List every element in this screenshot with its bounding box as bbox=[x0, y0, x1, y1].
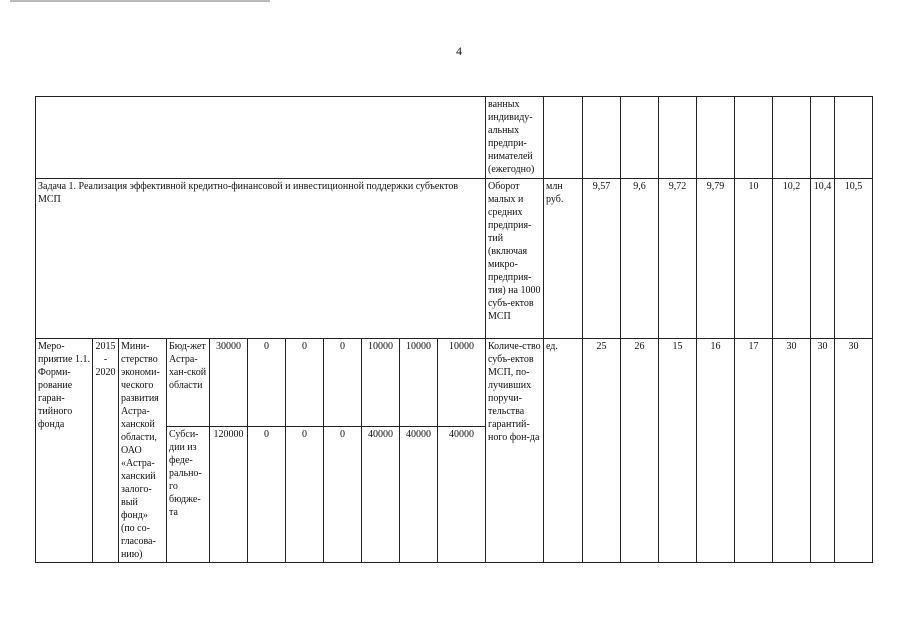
funding-year: 0 bbox=[248, 339, 286, 427]
funding-year: 0 bbox=[248, 426, 286, 562]
funding-year: 10000 bbox=[438, 339, 486, 427]
value-cell: 17 bbox=[735, 339, 773, 563]
unit-cell: ед. bbox=[544, 339, 583, 563]
funding-year: 10000 bbox=[362, 339, 400, 427]
funding-source: Субси-дии из феде-рально-го бюдже-та bbox=[167, 426, 210, 562]
indicator-cell: Оборот малых и средних предприя-тий (включая микро-предприя-тия) на 1000 субъ-ектов МСП bbox=[486, 179, 544, 339]
value-cell: 9,57 bbox=[583, 179, 621, 339]
measure-period: 2015 - 2020 bbox=[93, 339, 119, 563]
value-cell: 9,72 bbox=[659, 179, 697, 339]
funding-year: 0 bbox=[286, 426, 324, 562]
empty-cell bbox=[36, 97, 486, 179]
value-cell bbox=[621, 97, 659, 179]
value-cell: 30 bbox=[773, 339, 811, 563]
funding-year: 40000 bbox=[362, 426, 400, 562]
value-cell: 16 bbox=[697, 339, 735, 563]
value-cell: 30 bbox=[811, 339, 835, 563]
table-row bbox=[36, 97, 873, 179]
value-cell: 15 bbox=[659, 339, 697, 563]
measure-executor: Мини-стерство экономи-ческого развития Астра-ханской области, ОАО «Астра-ханский залого-вый фонд» (по со-гласова-нию) bbox=[119, 339, 167, 563]
funding-year: 0 bbox=[324, 339, 362, 427]
value-cell: 10 bbox=[735, 179, 773, 339]
value-cell bbox=[583, 97, 621, 179]
value-cell: 10,4 bbox=[811, 179, 835, 339]
unit-cell bbox=[544, 97, 583, 179]
value-cell bbox=[835, 97, 873, 179]
value-cell bbox=[735, 97, 773, 179]
value-cell: 9,79 bbox=[697, 179, 735, 339]
funding-year: 0 bbox=[324, 426, 362, 562]
funding-total: 30000 bbox=[210, 339, 248, 427]
value-cell: 10,5 bbox=[835, 179, 873, 339]
scan-artifact-line bbox=[10, 0, 270, 2]
funding-total: 120000 bbox=[210, 426, 248, 562]
value-cell: 26 bbox=[621, 339, 659, 563]
funding-year: 40000 bbox=[400, 426, 438, 562]
indicator-cell: Количе-ство субъ-ектов МСП, по-лучивших поручи-тельства гарантий-ного фон-да bbox=[486, 339, 544, 563]
funding-year: 40000 bbox=[438, 426, 486, 562]
value-cell: 30 bbox=[835, 339, 873, 563]
value-cell bbox=[811, 97, 835, 179]
task-title: Задача 1. Реализация эффективной кредитно-финансовой и инвестиционной поддержки субъектов МСП bbox=[36, 179, 486, 339]
value-cell: 10,2 bbox=[773, 179, 811, 339]
table-row bbox=[36, 179, 873, 339]
program-table bbox=[35, 96, 873, 563]
unit-cell: млн руб. bbox=[544, 179, 583, 339]
funding-source: Бюд-жет Астра-хан-ской области bbox=[167, 339, 210, 427]
table-row bbox=[36, 339, 873, 427]
funding-year: 10000 bbox=[400, 339, 438, 427]
value-cell bbox=[697, 97, 735, 179]
indicator-cell: ванных индивиду-альных предпри-нимателей (ежегодно) bbox=[486, 97, 544, 179]
funding-year: 0 bbox=[286, 339, 324, 427]
value-cell: 9,6 bbox=[621, 179, 659, 339]
value-cell bbox=[659, 97, 697, 179]
value-cell bbox=[773, 97, 811, 179]
measure-name: Меро-приятие 1.1. Форми-рование гаран-тийного фонда bbox=[36, 339, 93, 563]
page-number: 4 bbox=[456, 44, 462, 58]
value-cell: 25 bbox=[583, 339, 621, 563]
